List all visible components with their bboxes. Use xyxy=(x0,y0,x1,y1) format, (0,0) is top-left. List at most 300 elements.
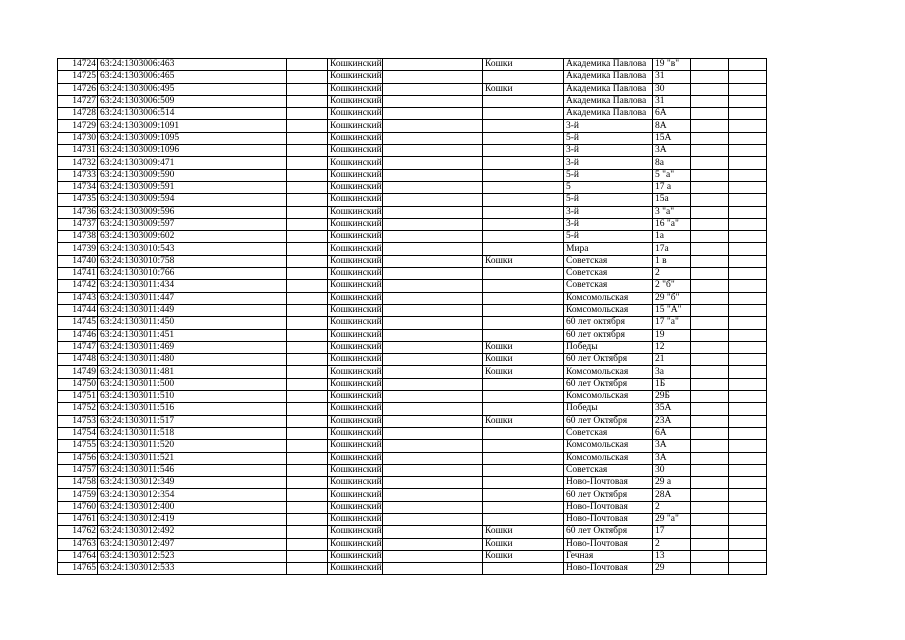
empty-cell xyxy=(287,341,328,353)
empty-cell xyxy=(383,145,483,157)
table-row xyxy=(58,489,767,501)
locality-name xyxy=(483,501,564,513)
house-number: 19 "в" xyxy=(653,59,691,71)
locality-name xyxy=(483,95,564,107)
house-number: 29 xyxy=(653,563,691,575)
empty-cell xyxy=(287,59,328,71)
house-number: 23А xyxy=(653,415,691,427)
district-name: Кошкинский xyxy=(328,292,383,304)
table-row xyxy=(58,95,767,107)
table-row xyxy=(58,132,767,144)
cadastral-number: 63:24:1303011:518 xyxy=(98,427,287,439)
house-number: 15а xyxy=(653,194,691,206)
locality-name: Кошки xyxy=(483,415,564,427)
table-row xyxy=(58,378,767,390)
house-number: 17а xyxy=(653,243,691,255)
empty-cell xyxy=(729,71,767,83)
row-number: 14734 xyxy=(58,181,98,193)
table-row xyxy=(58,501,767,513)
row-number: 14759 xyxy=(58,489,98,501)
table-row xyxy=(58,83,767,95)
row-number: 14732 xyxy=(58,157,98,169)
empty-cell xyxy=(691,231,729,243)
empty-cell xyxy=(287,231,328,243)
empty-cell xyxy=(287,194,328,206)
empty-cell xyxy=(691,354,729,366)
empty-cell xyxy=(383,206,483,218)
empty-cell xyxy=(287,526,328,538)
empty-cell xyxy=(383,194,483,206)
street-name: Советская xyxy=(564,280,653,292)
empty-cell xyxy=(691,464,729,476)
cadastral-number: 63:24:1303011:434 xyxy=(98,280,287,292)
locality-name xyxy=(483,132,564,144)
empty-cell xyxy=(383,243,483,255)
empty-cell xyxy=(383,120,483,132)
empty-cell xyxy=(287,452,328,464)
empty-cell xyxy=(729,477,767,489)
cadastral-number: 63:24:1303010:543 xyxy=(98,243,287,255)
empty-cell xyxy=(691,317,729,329)
empty-cell xyxy=(691,501,729,513)
house-number: 6А xyxy=(653,427,691,439)
table-row xyxy=(58,120,767,132)
locality-name xyxy=(483,378,564,390)
street-name: 60 лет Октября xyxy=(564,354,653,366)
empty-cell xyxy=(691,59,729,71)
row-number: 14750 xyxy=(58,378,98,390)
locality-name xyxy=(483,145,564,157)
empty-cell xyxy=(729,489,767,501)
cadastral-number: 63:24:1303012:523 xyxy=(98,550,287,562)
cadastral-number: 63:24:1303011:451 xyxy=(98,329,287,341)
empty-cell xyxy=(383,59,483,71)
cadastral-number: 63:24:1303012:419 xyxy=(98,513,287,525)
house-number: 1а xyxy=(653,231,691,243)
empty-cell xyxy=(729,194,767,206)
empty-cell xyxy=(729,415,767,427)
empty-cell xyxy=(287,95,328,107)
street-name: Победы xyxy=(564,403,653,415)
row-number: 14746 xyxy=(58,329,98,341)
house-number: 1 в xyxy=(653,255,691,267)
table-row xyxy=(58,452,767,464)
cadastral-number: 63:24:1303009:590 xyxy=(98,169,287,181)
table-row xyxy=(58,231,767,243)
table-row xyxy=(58,464,767,476)
street-name: Советская xyxy=(564,268,653,280)
table-row xyxy=(58,206,767,218)
district-name: Кошкинский xyxy=(328,464,383,476)
street-name: 3-й xyxy=(564,145,653,157)
row-number: 14745 xyxy=(58,317,98,329)
cadastral-number: 63:24:1303009:596 xyxy=(98,206,287,218)
empty-cell xyxy=(287,83,328,95)
table-row xyxy=(58,366,767,378)
row-number: 14741 xyxy=(58,268,98,280)
table-row xyxy=(58,157,767,169)
empty-cell xyxy=(287,391,328,403)
cadastral-number: 63:24:1303012:533 xyxy=(98,563,287,575)
row-number: 14749 xyxy=(58,366,98,378)
empty-cell xyxy=(383,231,483,243)
street-name: Академика Павлова xyxy=(564,108,653,120)
house-number: 13 xyxy=(653,550,691,562)
street-name: Ново-Почтовая xyxy=(564,513,653,525)
empty-cell xyxy=(287,501,328,513)
house-number: 3А xyxy=(653,440,691,452)
table-row xyxy=(58,317,767,329)
row-number: 14761 xyxy=(58,513,98,525)
house-number: 35А xyxy=(653,403,691,415)
empty-cell xyxy=(691,169,729,181)
cadastral-number: 63:24:1303011:500 xyxy=(98,378,287,390)
empty-cell xyxy=(729,304,767,316)
street-name: 5-й xyxy=(564,132,653,144)
empty-cell xyxy=(287,120,328,132)
empty-cell xyxy=(383,95,483,107)
empty-cell xyxy=(287,354,328,366)
district-name: Кошкинский xyxy=(328,501,383,513)
district-name: Кошкинский xyxy=(328,181,383,193)
empty-cell xyxy=(287,427,328,439)
street-name: Советская xyxy=(564,464,653,476)
empty-cell xyxy=(287,550,328,562)
empty-cell xyxy=(729,255,767,267)
house-number: 3А xyxy=(653,145,691,157)
table-row xyxy=(58,513,767,525)
district-name: Кошкинский xyxy=(328,157,383,169)
cadastral-number: 63:24:1303009:602 xyxy=(98,231,287,243)
empty-cell xyxy=(383,341,483,353)
empty-cell xyxy=(729,120,767,132)
district-name: Кошкинский xyxy=(328,243,383,255)
house-number: 17 "а" xyxy=(653,317,691,329)
empty-cell xyxy=(691,378,729,390)
district-name: Кошкинский xyxy=(328,108,383,120)
row-number: 14751 xyxy=(58,391,98,403)
locality-name: Кошки xyxy=(483,366,564,378)
cadastral-number: 63:24:1303010:758 xyxy=(98,255,287,267)
empty-cell xyxy=(729,378,767,390)
empty-cell xyxy=(691,108,729,120)
cadastral-number: 63:24:1303009:471 xyxy=(98,157,287,169)
street-name: Комсомольская xyxy=(564,304,653,316)
district-name: Кошкинский xyxy=(328,132,383,144)
table-row xyxy=(58,427,767,439)
locality-name: Кошки xyxy=(483,354,564,366)
street-name: Ново-Почтовая xyxy=(564,538,653,550)
empty-cell xyxy=(729,108,767,120)
locality-name xyxy=(483,108,564,120)
locality-name xyxy=(483,181,564,193)
locality-name xyxy=(483,513,564,525)
street-name: 60 лет Октября xyxy=(564,489,653,501)
empty-cell xyxy=(383,169,483,181)
empty-cell xyxy=(383,366,483,378)
empty-cell xyxy=(287,145,328,157)
row-number: 14765 xyxy=(58,563,98,575)
district-name: Кошкинский xyxy=(328,71,383,83)
table-row xyxy=(58,194,767,206)
cadastral-number: 63:24:1303009:1096 xyxy=(98,145,287,157)
district-name: Кошкинский xyxy=(328,268,383,280)
street-name: Комсомольская xyxy=(564,366,653,378)
street-name: 5 xyxy=(564,181,653,193)
cadastral-number: 63:24:1303012:349 xyxy=(98,477,287,489)
street-name: Гечная xyxy=(564,550,653,562)
row-number: 14758 xyxy=(58,477,98,489)
cadastral-number: 63:24:1303011:521 xyxy=(98,452,287,464)
district-name: Кошкинский xyxy=(328,169,383,181)
district-name: Кошкинский xyxy=(328,255,383,267)
table-row xyxy=(58,243,767,255)
empty-cell xyxy=(691,243,729,255)
address-table xyxy=(57,58,767,575)
house-number: 29Б xyxy=(653,391,691,403)
empty-cell xyxy=(287,538,328,550)
empty-cell xyxy=(729,440,767,452)
empty-cell xyxy=(691,341,729,353)
table-row xyxy=(58,268,767,280)
street-name: Ново-Почтовая xyxy=(564,501,653,513)
cadastral-number: 63:24:1303011:480 xyxy=(98,354,287,366)
empty-cell xyxy=(287,157,328,169)
empty-cell xyxy=(287,169,328,181)
locality-name xyxy=(483,329,564,341)
street-name: 60 лет Октября xyxy=(564,378,653,390)
table-row xyxy=(58,538,767,550)
empty-cell xyxy=(691,83,729,95)
empty-cell xyxy=(729,268,767,280)
street-name: 3-й xyxy=(564,206,653,218)
empty-cell xyxy=(729,59,767,71)
locality-name xyxy=(483,218,564,230)
locality-name: Кошки xyxy=(483,526,564,538)
empty-cell xyxy=(729,329,767,341)
empty-cell xyxy=(383,218,483,230)
empty-cell xyxy=(287,317,328,329)
cadastral-number: 63:24:1303006:465 xyxy=(98,71,287,83)
empty-cell xyxy=(691,95,729,107)
empty-cell xyxy=(383,317,483,329)
house-number: 2 "б" xyxy=(653,280,691,292)
empty-cell xyxy=(729,231,767,243)
house-number: 8А xyxy=(653,120,691,132)
empty-cell xyxy=(383,255,483,267)
locality-name xyxy=(483,563,564,575)
street-name: Победы xyxy=(564,341,653,353)
district-name: Кошкинский xyxy=(328,341,383,353)
table-row xyxy=(58,292,767,304)
empty-cell xyxy=(383,280,483,292)
row-number: 14730 xyxy=(58,132,98,144)
locality-name xyxy=(483,169,564,181)
street-name: Мира xyxy=(564,243,653,255)
cadastral-number: 63:24:1303011:447 xyxy=(98,292,287,304)
empty-cell xyxy=(691,181,729,193)
row-number: 14755 xyxy=(58,440,98,452)
cadastral-number: 63:24:1303009:1091 xyxy=(98,120,287,132)
cadastral-number: 63:24:1303011:449 xyxy=(98,304,287,316)
row-number: 14738 xyxy=(58,231,98,243)
cadastral-number: 63:24:1303009:591 xyxy=(98,181,287,193)
empty-cell xyxy=(691,157,729,169)
street-name: Ново-Почтовая xyxy=(564,477,653,489)
house-number: 15А xyxy=(653,132,691,144)
empty-cell xyxy=(287,243,328,255)
street-name: Комсомольская xyxy=(564,292,653,304)
empty-cell xyxy=(729,132,767,144)
house-number: 5 "а" xyxy=(653,169,691,181)
empty-cell xyxy=(287,403,328,415)
empty-cell xyxy=(383,415,483,427)
house-number: 30 xyxy=(653,464,691,476)
empty-cell xyxy=(287,280,328,292)
cadastral-number: 63:24:1303012:492 xyxy=(98,526,287,538)
house-number: 2 xyxy=(653,501,691,513)
empty-cell xyxy=(691,489,729,501)
house-number: 3 "а" xyxy=(653,206,691,218)
empty-cell xyxy=(729,427,767,439)
district-name: Кошкинский xyxy=(328,563,383,575)
table-row xyxy=(58,477,767,489)
empty-cell xyxy=(729,218,767,230)
district-name: Кошкинский xyxy=(328,513,383,525)
street-name: Академика Павлова xyxy=(564,83,653,95)
empty-cell xyxy=(691,550,729,562)
empty-cell xyxy=(287,513,328,525)
street-name: 3-й xyxy=(564,218,653,230)
empty-cell xyxy=(383,403,483,415)
table-row xyxy=(58,391,767,403)
district-name: Кошкинский xyxy=(328,526,383,538)
empty-cell xyxy=(691,366,729,378)
house-number: 8а xyxy=(653,157,691,169)
street-name: Комсомольская xyxy=(564,391,653,403)
street-name: Академика Павлова xyxy=(564,59,653,71)
table-row xyxy=(58,59,767,71)
empty-cell xyxy=(691,268,729,280)
table-row xyxy=(58,329,767,341)
empty-cell xyxy=(691,194,729,206)
empty-cell xyxy=(691,120,729,132)
table-row xyxy=(58,440,767,452)
row-number: 14756 xyxy=(58,452,98,464)
row-number: 14747 xyxy=(58,341,98,353)
cadastral-number: 63:24:1303006:514 xyxy=(98,108,287,120)
street-name: Академика Павлова xyxy=(564,95,653,107)
empty-cell xyxy=(287,477,328,489)
locality-name xyxy=(483,231,564,243)
district-name: Кошкинский xyxy=(328,415,383,427)
table-row xyxy=(58,403,767,415)
cadastral-number: 63:24:1303011:516 xyxy=(98,403,287,415)
street-name: Советская xyxy=(564,427,653,439)
empty-cell xyxy=(383,501,483,513)
table-row xyxy=(58,181,767,193)
empty-cell xyxy=(691,280,729,292)
empty-cell xyxy=(383,563,483,575)
street-name: 3-й xyxy=(564,120,653,132)
locality-name xyxy=(483,317,564,329)
district-name: Кошкинский xyxy=(328,538,383,550)
empty-cell xyxy=(383,489,483,501)
district-name: Кошкинский xyxy=(328,354,383,366)
row-number: 14753 xyxy=(58,415,98,427)
row-number: 14735 xyxy=(58,194,98,206)
table-row xyxy=(58,341,767,353)
empty-cell xyxy=(729,526,767,538)
street-name: Советская xyxy=(564,255,653,267)
empty-cell xyxy=(691,440,729,452)
empty-cell xyxy=(691,452,729,464)
empty-cell xyxy=(287,181,328,193)
empty-cell xyxy=(691,415,729,427)
empty-cell xyxy=(691,526,729,538)
house-number: 12 xyxy=(653,341,691,353)
table-row xyxy=(58,145,767,157)
street-name: 60 лет Октября xyxy=(564,415,653,427)
table-row xyxy=(58,255,767,267)
empty-cell xyxy=(383,304,483,316)
empty-cell xyxy=(383,71,483,83)
district-name: Кошкинский xyxy=(328,489,383,501)
cadastral-number: 63:24:1303011:520 xyxy=(98,440,287,452)
row-number: 14764 xyxy=(58,550,98,562)
empty-cell xyxy=(383,157,483,169)
row-number: 14726 xyxy=(58,83,98,95)
row-number: 14736 xyxy=(58,206,98,218)
locality-name xyxy=(483,440,564,452)
district-name: Кошкинский xyxy=(328,440,383,452)
empty-cell xyxy=(729,292,767,304)
empty-cell xyxy=(691,71,729,83)
cadastral-number: 63:24:1303006:463 xyxy=(98,59,287,71)
empty-cell xyxy=(691,563,729,575)
locality-name xyxy=(483,194,564,206)
district-name: Кошкинский xyxy=(328,452,383,464)
table-row xyxy=(58,354,767,366)
row-number: 14760 xyxy=(58,501,98,513)
empty-cell xyxy=(729,513,767,525)
empty-cell xyxy=(287,304,328,316)
district-name: Кошкинский xyxy=(328,206,383,218)
locality-name xyxy=(483,391,564,403)
district-name: Кошкинский xyxy=(328,391,383,403)
row-number: 14731 xyxy=(58,145,98,157)
house-number: 16 "а" xyxy=(653,218,691,230)
locality-name xyxy=(483,403,564,415)
empty-cell xyxy=(383,132,483,144)
locality-name xyxy=(483,292,564,304)
empty-cell xyxy=(287,292,328,304)
locality-name xyxy=(483,280,564,292)
empty-cell xyxy=(287,489,328,501)
table-row xyxy=(58,108,767,120)
district-name: Кошкинский xyxy=(328,218,383,230)
empty-cell xyxy=(383,329,483,341)
district-name: Кошкинский xyxy=(328,366,383,378)
house-number: 21 xyxy=(653,354,691,366)
house-number: 28А xyxy=(653,489,691,501)
row-number: 14729 xyxy=(58,120,98,132)
district-name: Кошкинский xyxy=(328,145,383,157)
empty-cell xyxy=(691,255,729,267)
empty-cell xyxy=(691,206,729,218)
empty-cell xyxy=(691,403,729,415)
empty-cell xyxy=(691,292,729,304)
